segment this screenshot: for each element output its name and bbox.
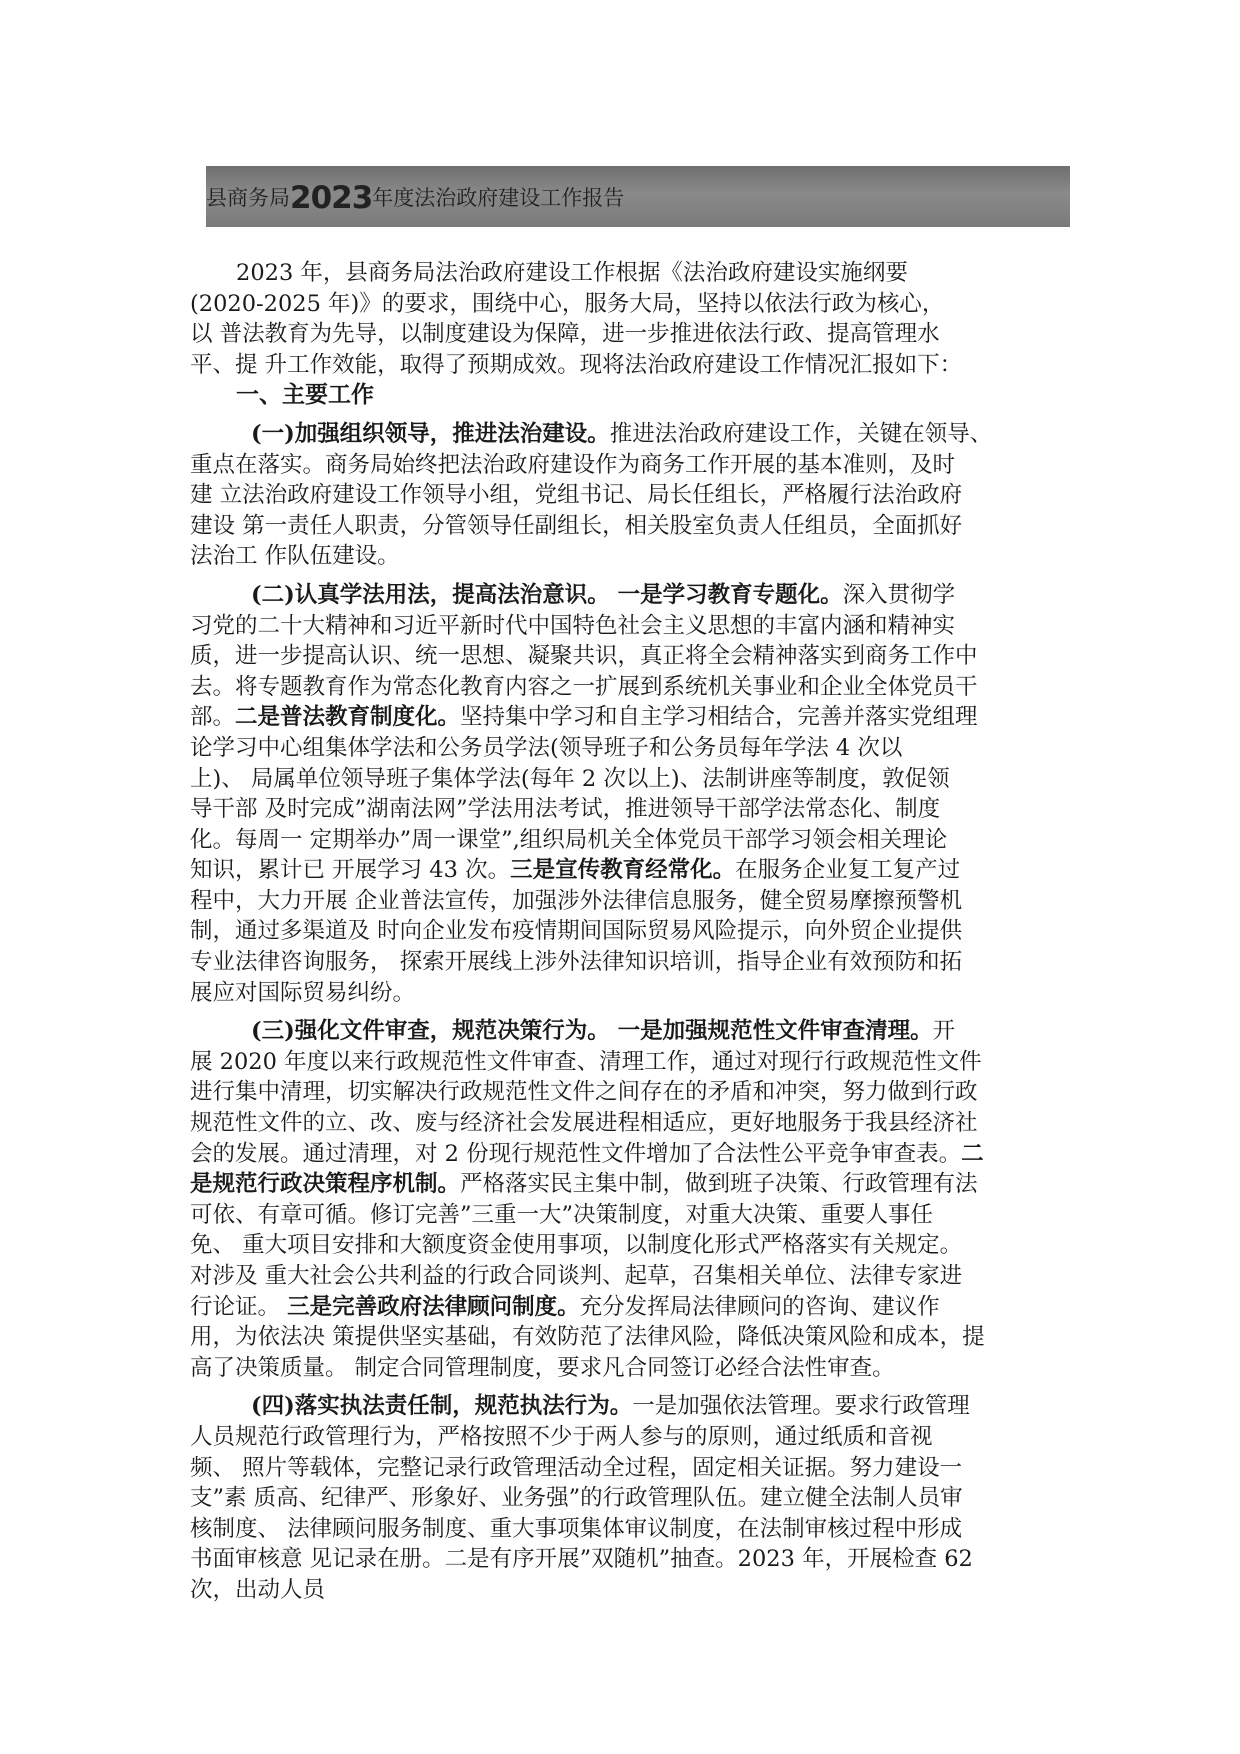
- text-line: (2020-2025 年)》的要求，围绕中心，服务大局，坚持以依法行政为核心，: [190, 290, 945, 317]
- text-line: 进行集中清理，切实解决行政规范性文件之间存在的矛盾和冲突，努力做到行政: [190, 1079, 978, 1106]
- text-line: 核制度、 法律顾问服务制度、重大事项集体审议制度，在法制审核过程中形成: [190, 1515, 963, 1542]
- title-prefix: 县商务局: [206, 186, 290, 210]
- text-line: 次，出动人员: [190, 1576, 326, 1603]
- text-line: 用，为依法决 策提供坚实基础，有效防范了法律风险，降低决策风险和成本，提: [190, 1324, 985, 1351]
- title-year: 2023: [290, 180, 373, 216]
- text-line: 是规范行政决策程序机制。严格落实民主集中制，做到班子决策、行政管理有法: [190, 1171, 978, 1198]
- text-line: 2023 年，县商务局法治政府建设工作根据《法治政府建设实施纲要: [236, 260, 908, 286]
- text-line: 重点在落实。商务局始终把法治政府建设作为商务工作开展的基本准则，及时: [190, 451, 956, 478]
- text-line: 人员规范行政管理行为，严格按照不少于两人参与的原则，通过纸质和音视: [190, 1423, 933, 1450]
- document-body: [190, 258, 1066, 1606]
- title-suffix: 年度法治政府建设工作报告: [372, 186, 625, 210]
- text-line: 行论证。 三是完善政府法律顾问制度。充分发挥局法律顾问的咨询、建议作: [190, 1293, 940, 1320]
- text-line: 书面审核意 见记录在册。二是有序开展”双随机”抽查。2023 年，开展检查 62: [190, 1546, 973, 1573]
- text-line: 建设 第一责任人职责，分管领导任副组长，相关股室负责人任组员，全面抓好: [190, 512, 963, 539]
- text-line: 上)、 局属单位领导班子集体学法(每年 2 次以上)、法制讲座等制度，敦促领: [190, 765, 950, 792]
- text-line: 会的发展。通过清理，对 2 份现行规范性文件增加了合法性公平竞争审查表。二: [190, 1140, 984, 1167]
- text-line: 展应对国际贸易纠纷。: [190, 979, 416, 1006]
- text-line: 支”素 质高、纪律严、形象好、业务强”的行政管理队伍。建立健全法制人员审: [190, 1485, 963, 1512]
- text-line: 高了决策质量。 制定合同管理制度，要求凡合同签订必经合法性审查。: [190, 1354, 895, 1381]
- text-line: 化。每周一 定期举办”周一课堂”,组织局机关全体党员干部学习领会相关理论: [190, 826, 948, 853]
- text-line: 习党的二十大精神和习近平新时代中国特色社会主义思想的丰富内涵和精神实: [190, 612, 956, 639]
- text-line: 部。二是普法教育制度化。坚持集中学习和自主学习相结合，完善并落实党组理: [190, 704, 978, 731]
- text-line: 平、提 升工作效能，取得了预期成效。现将法治政府建设工作情况汇报如下：: [190, 351, 963, 378]
- subsection-heading-line: (一)加强组织领导，推进法治建设。推进法治政府建设工作，关键在领导、: [251, 420, 993, 447]
- subsection-heading-line: (三)强化文件审查，规范决策行为。 一是加强规范性文件审查清理。开: [251, 1018, 956, 1045]
- text-line: 法治工 作队伍建设。: [190, 543, 400, 570]
- text-line: 专业法律咨询服务， 探索开展线上涉外法律知识培训，指导企业有效预防和拓: [190, 949, 963, 976]
- document-title: [206, 180, 624, 216]
- text-line: 免、 重大项目安排和大额度资金使用事项，以制度化形式严格落实有关规定。: [190, 1232, 963, 1259]
- text-line: 论学习中心组集体学法和公务员学法(领导班子和公务员每年学法 4 次以: [190, 734, 903, 761]
- text-line: 建 立法治政府建设工作领导小组，党组书记、局长任组长，严格履行法治政府: [190, 482, 963, 509]
- text-line: 以 普法教育为先导，以制度建设为保障，进一步推进依法行政、提高管理水: [190, 321, 940, 348]
- text-line: 导干部 及时完成”湖南法网”学法用法考试，推进领导干部学法常态化、制度: [190, 796, 941, 823]
- text-line: 可依、有章可循。修订完善”三重一大”决策制度，对重大决策、重要人事任: [190, 1201, 934, 1228]
- section-heading: 一、主要工作: [236, 381, 374, 409]
- title-banner: [206, 166, 1070, 227]
- text-line: 程中，大力开展 企业普法宣传，加强涉外法律信息服务，健全贸易摩擦预警机: [190, 887, 963, 914]
- text-line: 质，进一步提高认识、统一思想、凝聚共识，真正将全会精神落实到商务工作中: [190, 643, 978, 670]
- text-line: 去。将专题教育作为常态化教育内容之一扩展到系统机关事业和企业全体党员干: [190, 673, 978, 700]
- text-line: 制，通过多渠道及 时向企业发布疫情期间国际贸易风险提示，向外贸企业提供: [190, 918, 963, 945]
- text-line: 规范性文件的立、改、废与经济社会发展进程相适应，更好地服务于我县经济社: [190, 1110, 978, 1137]
- text-line: 展 2020 年度以来行政规范性文件审查、清理工作，通过对现行行政规范性文件: [190, 1048, 982, 1075]
- subsection-heading-line: (二)认真学法用法，提高法治意识。 一是学习教育专题化。深入贯彻学: [251, 581, 956, 608]
- text-line: 对涉及 重大社会公共利益的行政合同谈判、起草，召集相关单位、法律专家进: [190, 1263, 963, 1289]
- subsection-heading-line: (四)落实执法责任制，规范执法行为。一是加强依法管理。要求行政管理: [251, 1393, 970, 1420]
- text-line: 频、 照片等载体，完整记录行政管理活动全过程，固定相关证据。努力建设一: [190, 1454, 963, 1481]
- text-line: 知识，累计已 开展学习 43 次。三是宣传教育经常化。在服务企业复工复产过: [190, 857, 961, 884]
